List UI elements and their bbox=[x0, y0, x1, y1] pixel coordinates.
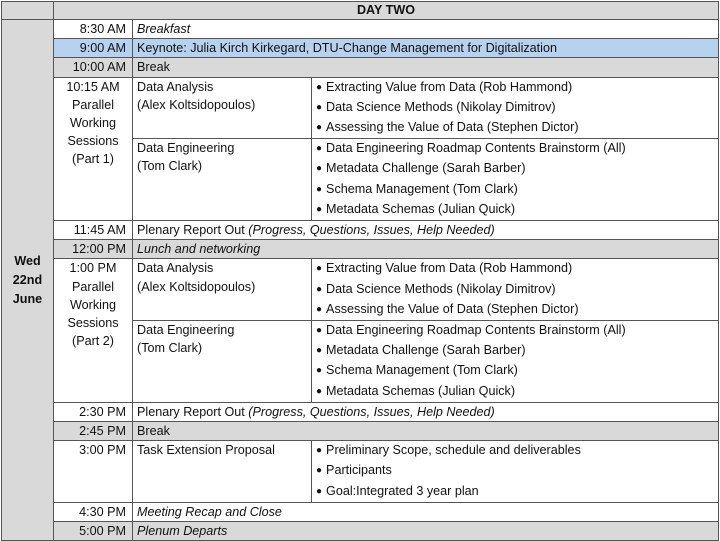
row-keynote bbox=[2, 39, 719, 58]
track-lead: (Tom Clark) bbox=[137, 341, 203, 356]
row-recap bbox=[2, 502, 719, 521]
track-title bbox=[133, 139, 312, 221]
list-item: ● Metadata Challenge (Sarah Barber) bbox=[316, 159, 714, 179]
time-cell: 9:00 AM bbox=[54, 39, 133, 58]
list-item: ● Data Science Methods (Nikolay Dimitrov) bbox=[316, 280, 714, 300]
plenary-note: (Progress, Questions, Issues, Help Needed) bbox=[248, 223, 495, 238]
row-plenary-2 bbox=[2, 402, 719, 421]
track-name: Data Analysis bbox=[137, 261, 214, 276]
time-cell: 12:00 PM bbox=[54, 240, 133, 259]
time-cell: 3:00 PM bbox=[54, 441, 133, 503]
track-lead: (Alex Koltsidopoulos) bbox=[137, 97, 256, 112]
list-item: ● Metadata Challenge (Sarah Barber) bbox=[316, 341, 714, 361]
list-item: ● Assessing the Value of Data (Stephen Dictor) bbox=[316, 300, 714, 320]
row-task-extension bbox=[2, 441, 719, 503]
label-line: Sessions bbox=[67, 134, 119, 149]
row-breakfast bbox=[2, 20, 719, 39]
track-name: Data Engineering bbox=[137, 141, 235, 156]
list-item: ● Assessing the Value of Data (Stephen Dictor) bbox=[316, 118, 714, 138]
session-title: Task Extension Proposal bbox=[133, 441, 312, 503]
list-item: ● Goal:Integrated 3 year plan bbox=[316, 482, 714, 502]
label-line: (Part 2) bbox=[72, 334, 114, 349]
row-break-2 bbox=[2, 422, 719, 441]
track-title bbox=[133, 77, 312, 139]
session-title: Lunch and networking bbox=[133, 240, 719, 259]
track-items bbox=[312, 321, 719, 403]
label-line: Parallel bbox=[72, 279, 114, 294]
day-header: DAY TWO bbox=[54, 2, 719, 20]
label-line: (Part 1) bbox=[72, 152, 114, 167]
session-title bbox=[133, 402, 719, 421]
row-parallel-1-analysis bbox=[2, 77, 719, 139]
list-item: ● Schema Management (Tom Clark) bbox=[316, 361, 714, 381]
day-weekday: Wed bbox=[14, 253, 41, 268]
label-line: Parallel bbox=[72, 97, 114, 112]
time-cell: 5:00 PM bbox=[54, 522, 133, 541]
session-title: Plenum Departs bbox=[133, 522, 719, 541]
time-cell: 1:00 PM bbox=[69, 261, 117, 276]
day-two-schedule-table bbox=[1, 1, 719, 541]
time-cell: 10:00 AM bbox=[54, 58, 133, 77]
time-cell: 11:45 AM bbox=[54, 221, 133, 240]
row-break-1 bbox=[2, 58, 719, 77]
list-item: ● Data Science Methods (Nikolay Dimitrov) bbox=[316, 98, 714, 118]
plenary-title: Plenary Report Out bbox=[137, 223, 249, 238]
day-month: June bbox=[12, 291, 43, 306]
list-item: ● Preliminary Scope, schedule and deliverables bbox=[316, 441, 714, 461]
parallel-sessions-label bbox=[54, 259, 133, 402]
track-title bbox=[133, 259, 312, 321]
track-items bbox=[312, 259, 719, 321]
track-name: Data Analysis bbox=[137, 79, 214, 94]
row-lunch bbox=[2, 240, 719, 259]
session-title: Breakfast bbox=[133, 20, 719, 39]
session-title: Keynote: Julia Kirch Kirkegard, DTU-Change Management for Digitalization bbox=[133, 39, 719, 58]
parallel-sessions-label bbox=[54, 77, 133, 220]
session-title: Meeting Recap and Close bbox=[133, 502, 719, 521]
plenary-note: (Progress, Questions, Issues, Help Needed) bbox=[248, 404, 495, 419]
time-cell: 8:30 AM bbox=[54, 20, 133, 39]
track-lead: (Alex Koltsidopoulos) bbox=[137, 279, 256, 294]
label-line: Sessions bbox=[67, 316, 119, 331]
row-parallel-2-analysis bbox=[2, 259, 719, 321]
task-items bbox=[312, 441, 719, 503]
track-title bbox=[133, 321, 312, 403]
list-item: ● Extracting Value from Data (Rob Hammond) bbox=[316, 259, 714, 279]
label-line: Working bbox=[70, 297, 116, 312]
list-item: ● Extracting Value from Data (Rob Hammond) bbox=[316, 78, 714, 98]
list-item: ● Data Engineering Roadmap Contents Brainstorm (All) bbox=[316, 321, 714, 341]
row-departs bbox=[2, 522, 719, 541]
header-corner bbox=[2, 2, 54, 20]
label-line: Working bbox=[70, 116, 116, 131]
track-lead: (Tom Clark) bbox=[137, 159, 203, 174]
session-title bbox=[133, 221, 719, 240]
day-date: 22nd bbox=[12, 272, 43, 287]
header-row bbox=[2, 2, 719, 20]
day-label bbox=[2, 20, 54, 541]
session-title: Break bbox=[133, 58, 719, 77]
track-name: Data Engineering bbox=[137, 323, 235, 338]
session-title: Break bbox=[133, 422, 719, 441]
time-cell: 4:30 PM bbox=[54, 502, 133, 521]
track-items bbox=[312, 77, 719, 139]
time-cell: 2:45 PM bbox=[54, 422, 133, 441]
list-item: ● Participants bbox=[316, 461, 714, 481]
row-plenary-1 bbox=[2, 221, 719, 240]
track-items bbox=[312, 139, 719, 221]
time-cell: 10:15 AM bbox=[66, 79, 120, 94]
list-item: ● Schema Management (Tom Clark) bbox=[316, 180, 714, 200]
list-item: ● Metadata Schemas (Julian Quick) bbox=[316, 200, 714, 220]
time-cell: 2:30 PM bbox=[54, 402, 133, 421]
list-item: ● Data Engineering Roadmap Contents Brainstorm (All) bbox=[316, 139, 714, 159]
plenary-title: Plenary Report Out bbox=[137, 404, 249, 419]
list-item: ● Metadata Schemas (Julian Quick) bbox=[316, 382, 714, 402]
